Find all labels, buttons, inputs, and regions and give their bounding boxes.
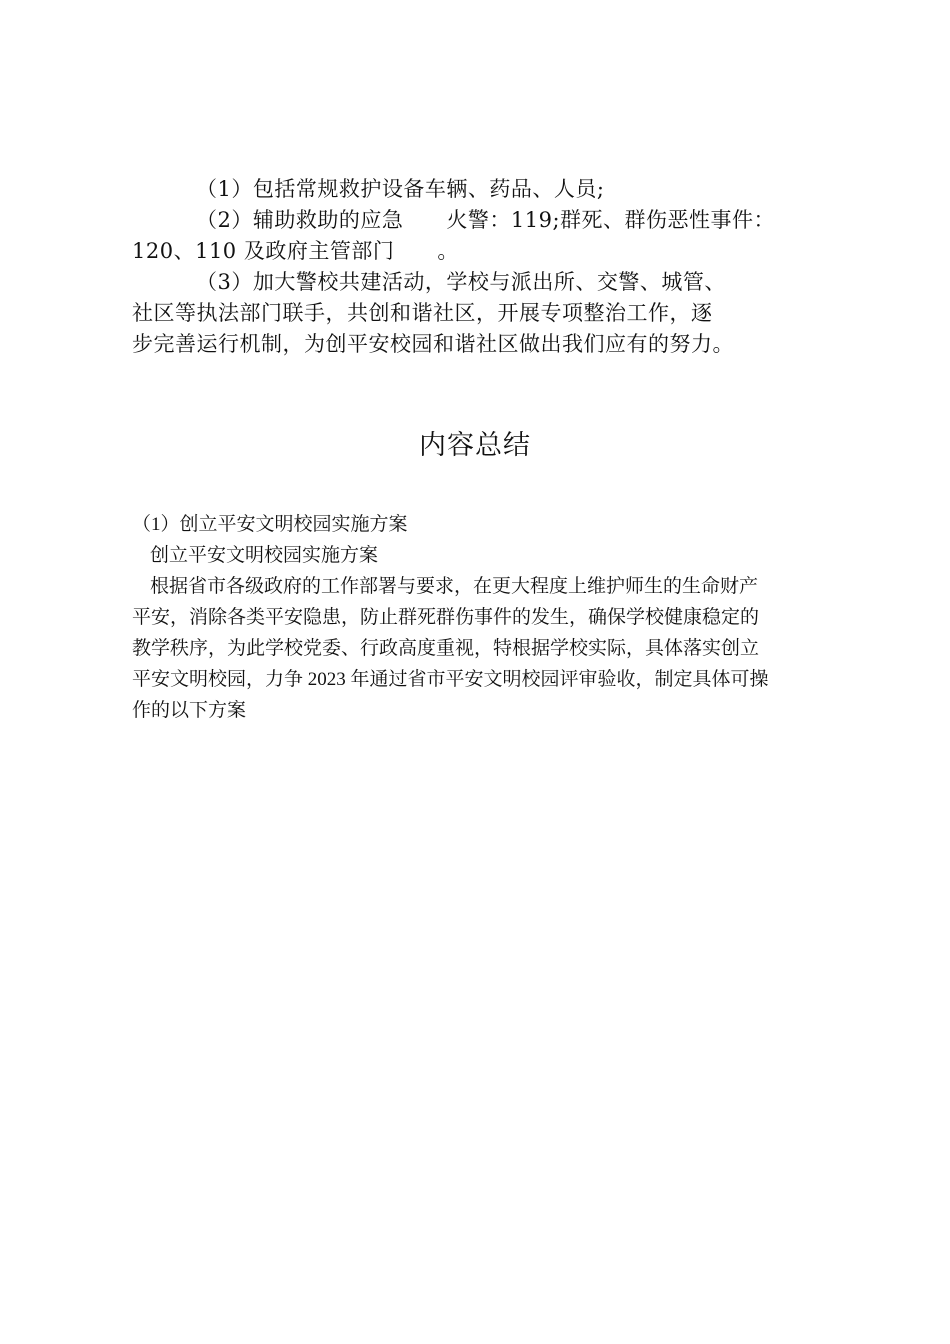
- measure-item-3-line-3: 步完善运行机制，为创平安校园和谐社区做出我们应有的努力。: [132, 332, 734, 356]
- summary-body-line-1: 根据省市各级政府的工作部署与要求，在更大程度上维护师生的生命财产: [150, 576, 759, 597]
- summary-heading: 内容总结: [419, 430, 531, 461]
- summary-body-line-4: 平安文明校园，力争 2023 年通过省市平安文明校园评审验收，制定具体可操: [132, 669, 769, 690]
- summary-subtitle: 创立平安文明校园实施方案: [150, 545, 379, 566]
- summary-item-title: （1）创立平安文明校园实施方案: [132, 514, 408, 535]
- measure-item-3-line-2: 社区等执法部门联手，共创和谐社区，开展专项整治工作，逐: [132, 301, 713, 325]
- measure-item-3-line-1: （3）加大警校共建活动，学校与派出所、交警、城管、: [196, 270, 726, 294]
- summary-body-line-5: 作的以下方案: [132, 700, 247, 721]
- summary-body-line-2: 平安，消除各类平安隐患，防止群死群伤事件的发生，确保学校健康稳定的: [132, 607, 760, 628]
- summary-body-line-3: 教学秩序，为此学校党委、行政高度重视，特根据学校实际，具体落实创立: [132, 638, 760, 659]
- emergency-measures-section: [132, 174, 838, 360]
- measure-item-2-line-1: （2）辅助救助的应急 火警：119;群死、群伤恶性事件：: [196, 208, 776, 232]
- measure-item-1: （1）包括常规救护设备车辆、药品、人员;: [196, 177, 605, 201]
- summary-section: [132, 509, 832, 726]
- measure-item-2-line-2: 120、110 及政府主管部门 。: [132, 239, 459, 263]
